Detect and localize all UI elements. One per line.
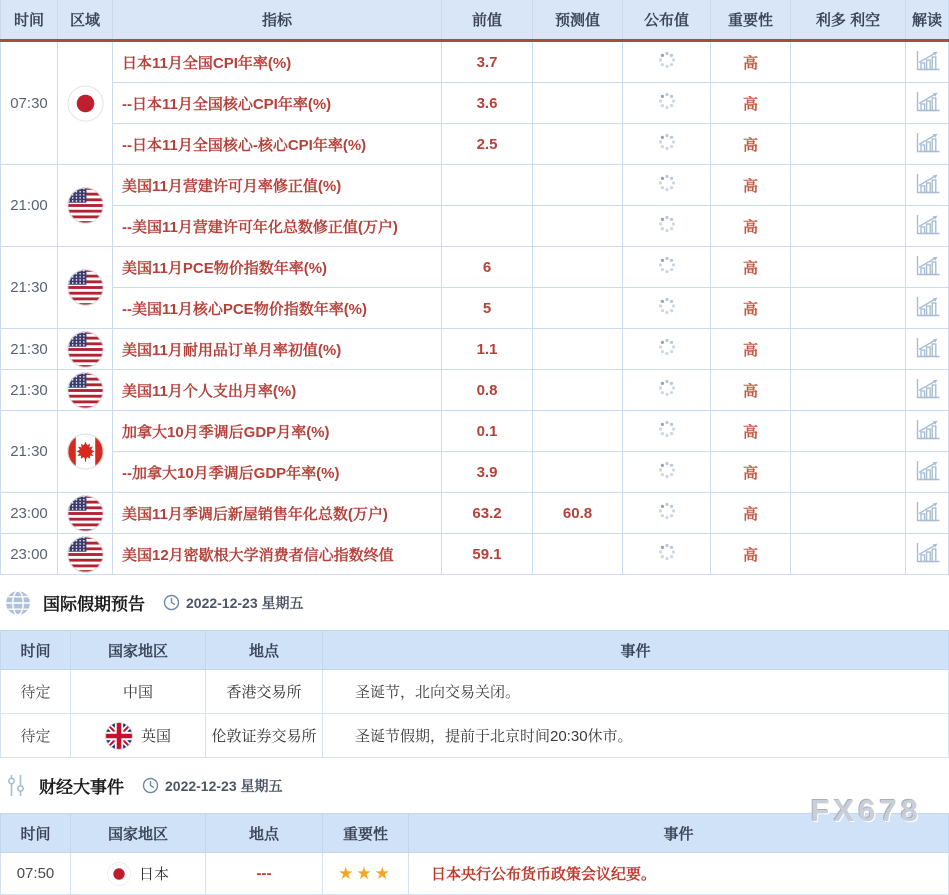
forecast-value <box>533 411 623 452</box>
calendar-row <box>1 206 949 247</box>
bias-cell <box>791 534 906 575</box>
event-cell: 圣诞节，北向交易关闭。 <box>323 670 949 714</box>
forecast-value <box>533 41 623 83</box>
importance-label: 高 <box>711 288 791 329</box>
loading-spinner-icon <box>657 344 677 361</box>
loading-spinner-icon <box>657 221 677 238</box>
importance-label: 高 <box>711 493 791 534</box>
usa-flag-icon <box>67 536 104 573</box>
previous-value: 59.1 <box>442 534 533 575</box>
fx678-watermark: FX678 <box>810 793 922 828</box>
region-cell <box>58 493 113 534</box>
chart-icon[interactable] <box>914 336 941 363</box>
canada-flag-icon <box>67 433 104 470</box>
time-cell: 待定 <box>1 670 71 714</box>
usa-flag-icon <box>67 495 104 532</box>
bias-cell <box>791 329 906 370</box>
forecast-value <box>533 247 623 288</box>
header-venue: 地点 <box>206 631 323 670</box>
country-cell <box>71 853 206 895</box>
previous-value <box>442 206 533 247</box>
loading-spinner-icon <box>657 549 677 566</box>
calendar-row <box>1 124 949 165</box>
interpret-cell <box>906 206 949 247</box>
holiday-table <box>0 630 949 758</box>
bias-cell <box>791 206 906 247</box>
bias-cell <box>791 370 906 411</box>
loading-spinner-icon <box>657 467 677 484</box>
interpret-cell <box>906 411 949 452</box>
loading-spinner-icon <box>657 508 677 525</box>
holiday-row <box>1 670 949 714</box>
published-value <box>623 83 711 124</box>
bias-cell <box>791 124 906 165</box>
forecast-value <box>533 288 623 329</box>
previous-value: 63.2 <box>442 493 533 534</box>
importance-label: 高 <box>711 452 791 493</box>
previous-value: 3.7 <box>442 41 533 83</box>
time-cell: 23:00 <box>1 493 58 534</box>
holiday-row <box>1 714 949 758</box>
venue-cell: 伦敦证券交易所 <box>206 714 323 758</box>
published-value <box>623 534 711 575</box>
header-bias: 利多 利空 <box>791 0 906 41</box>
forecast-value: 60.8 <box>533 493 623 534</box>
time-cell: 07:30 <box>1 41 58 165</box>
time-cell: 待定 <box>1 714 71 758</box>
importance-label: 高 <box>711 534 791 575</box>
indicator-label: --日本11月全国核心CPI年率(%) <box>113 83 442 124</box>
previous-value: 1.1 <box>442 329 533 370</box>
forecast-value <box>533 206 623 247</box>
header-time: 时间 <box>1 631 71 670</box>
loading-spinner-icon <box>657 303 677 320</box>
indicator-label: 美国11月个人支出月率(%) <box>113 370 442 411</box>
chart-icon[interactable] <box>914 49 941 76</box>
interpret-cell <box>906 329 949 370</box>
indicator-label: 美国11月营建许可月率修正值(%) <box>113 165 442 206</box>
importance-label: 高 <box>711 124 791 165</box>
japan-flag-icon <box>107 862 131 886</box>
published-value <box>623 288 711 329</box>
calendar-row <box>1 165 949 206</box>
bias-cell <box>791 247 906 288</box>
forecast-value <box>533 124 623 165</box>
published-value <box>623 41 711 83</box>
chart-icon[interactable] <box>914 295 941 322</box>
importance-label: 高 <box>711 41 791 83</box>
region-cell <box>58 247 113 329</box>
bias-cell <box>791 411 906 452</box>
calendar-row <box>1 83 949 124</box>
forecast-value <box>533 329 623 370</box>
interpret-cell <box>906 165 949 206</box>
header-importance: 重要性 <box>323 814 409 853</box>
loading-spinner-icon <box>657 426 677 443</box>
region-cell <box>58 329 113 370</box>
event-cell: 圣诞节假期，提前于北京时间20:30休市。 <box>323 714 949 758</box>
loading-spinner-icon <box>657 57 677 74</box>
clock-icon <box>142 777 159 794</box>
header-forecast: 预测值 <box>533 0 623 41</box>
holiday-section-title: 国际假期预告 <box>43 595 145 614</box>
holiday-header-row <box>1 631 949 670</box>
header-interpret: 解读 <box>906 0 949 41</box>
header-country: 国家地区 <box>71 631 206 670</box>
published-value <box>623 329 711 370</box>
time-cell: 23:00 <box>1 534 58 575</box>
header-previous: 前值 <box>442 0 533 41</box>
country-cell <box>71 670 206 714</box>
indicator-label: 美国11月季调后新屋销售年化总数(万户) <box>113 493 442 534</box>
chart-icon[interactable] <box>914 459 941 486</box>
tune-icon <box>5 773 27 798</box>
importance-label: 高 <box>711 83 791 124</box>
interpret-cell <box>906 452 949 493</box>
published-value <box>623 124 711 165</box>
loading-spinner-icon <box>657 139 677 156</box>
previous-value: 0.1 <box>442 411 533 452</box>
indicator-label: --美国11月营建许可年化总数修正值(万户) <box>113 206 442 247</box>
chart-icon[interactable] <box>914 541 941 568</box>
header-indicator: 指标 <box>113 0 442 41</box>
holiday-section-header <box>0 575 948 630</box>
previous-value: 2.5 <box>442 124 533 165</box>
events-header-row <box>1 814 949 853</box>
interpret-cell <box>906 247 949 288</box>
chart-icon[interactable] <box>914 500 941 527</box>
loading-spinner-icon <box>657 385 677 402</box>
calendar-row <box>1 534 949 575</box>
indicator-label: 美国11月耐用品订单月率初值(%) <box>113 329 442 370</box>
chart-icon[interactable] <box>914 254 941 281</box>
globe-icon <box>5 590 31 616</box>
previous-value: 3.9 <box>442 452 533 493</box>
calendar-row <box>1 493 949 534</box>
importance-label: 高 <box>711 370 791 411</box>
calendar-row <box>1 452 949 493</box>
indicator-label: 美国11月PCE物价指数年率(%) <box>113 247 442 288</box>
header-event: 事件 <box>409 814 949 853</box>
importance-label: 高 <box>711 206 791 247</box>
header-region: 区域 <box>58 0 113 41</box>
region-cell <box>58 534 113 575</box>
calendar-row <box>1 411 949 452</box>
chart-icon[interactable] <box>914 131 941 158</box>
country-cell <box>71 714 206 758</box>
header-time: 时间 <box>1 0 58 41</box>
interpret-cell <box>906 41 949 83</box>
indicator-label: 美国12月密歇根大学消费者信心指数终值 <box>113 534 442 575</box>
bias-cell <box>791 493 906 534</box>
indicator-label: --美国11月核心PCE物价指数年率(%) <box>113 288 442 329</box>
time-cell: 21:30 <box>1 411 58 493</box>
indicator-label: 加拿大10月季调后GDP月率(%) <box>113 411 442 452</box>
published-value <box>623 452 711 493</box>
events-table <box>0 813 949 895</box>
calendar-row <box>1 288 949 329</box>
time-cell: 21:30 <box>1 329 58 370</box>
interpret-cell <box>906 288 949 329</box>
venue-cell: --- <box>206 853 323 895</box>
time-cell: 21:30 <box>1 247 58 329</box>
header-importance: 重要性 <box>711 0 791 41</box>
header-event: 事件 <box>323 631 949 670</box>
calendar-row <box>1 329 949 370</box>
events-section-date: 2022-12-23 星期五 <box>165 777 283 794</box>
calendar-header-row <box>1 0 949 41</box>
published-value <box>623 165 711 206</box>
header-country: 国家地区 <box>71 814 206 853</box>
importance-label: 高 <box>711 165 791 206</box>
previous-value: 6 <box>442 247 533 288</box>
bias-cell <box>791 288 906 329</box>
loading-spinner-icon <box>657 180 677 197</box>
loading-spinner-icon <box>657 262 677 279</box>
events-section-header <box>0 758 948 813</box>
importance-label: 高 <box>711 411 791 452</box>
usa-flag-icon <box>67 372 104 409</box>
country-label: 日本 <box>138 866 169 883</box>
forecast-value <box>533 165 623 206</box>
forecast-value <box>533 370 623 411</box>
interpret-cell <box>906 493 949 534</box>
header-published: 公布值 <box>623 0 711 41</box>
indicator-label: --日本11月全国核心-核心CPI年率(%) <box>113 124 442 165</box>
indicator-label: 日本11月全国CPI年率(%) <box>113 41 442 83</box>
importance-label: 高 <box>711 247 791 288</box>
usa-flag-icon <box>67 187 104 224</box>
importance-label: 高 <box>711 329 791 370</box>
event-cell: 日本央行公布货币政策会议纪要。 <box>409 853 949 895</box>
published-value <box>623 370 711 411</box>
previous-value: 3.6 <box>442 83 533 124</box>
forecast-value <box>533 83 623 124</box>
importance-stars <box>323 853 409 895</box>
previous-value: 5 <box>442 288 533 329</box>
events-section-title: 财经大事件 <box>39 778 124 797</box>
bias-cell <box>791 41 906 83</box>
region-cell <box>58 411 113 493</box>
loading-spinner-icon <box>657 98 677 115</box>
chart-icon[interactable] <box>914 213 941 240</box>
time-cell: 21:30 <box>1 370 58 411</box>
indicator-label: --加拿大10月季调后GDP年率(%) <box>113 452 442 493</box>
event-row <box>1 853 949 895</box>
calendar-row <box>1 247 949 288</box>
forecast-value <box>533 452 623 493</box>
uk-flag-icon <box>105 722 133 750</box>
calendar-row <box>1 370 949 411</box>
chart-icon[interactable] <box>914 90 941 117</box>
japan-flag-icon <box>67 85 104 122</box>
clock-icon <box>163 594 180 611</box>
bias-cell <box>791 452 906 493</box>
bias-cell <box>791 83 906 124</box>
chart-icon[interactable] <box>914 377 941 404</box>
interpret-cell <box>906 534 949 575</box>
interpret-cell <box>906 124 949 165</box>
previous-value <box>442 165 533 206</box>
usa-flag-icon <box>67 269 104 306</box>
time-cell: 07:50 <box>1 853 71 895</box>
region-cell <box>58 41 113 165</box>
header-venue: 地点 <box>206 814 323 853</box>
bias-cell <box>791 165 906 206</box>
region-cell <box>58 165 113 247</box>
region-cell <box>58 370 113 411</box>
chart-icon[interactable] <box>914 418 941 445</box>
interpret-cell <box>906 370 949 411</box>
holiday-section-date: 2022-12-23 星期五 <box>186 594 304 611</box>
interpret-cell <box>906 83 949 124</box>
header-time: 时间 <box>1 814 71 853</box>
country-label: 英国 <box>140 728 171 745</box>
published-value <box>623 493 711 534</box>
usa-flag-icon <box>67 331 104 368</box>
published-value <box>623 411 711 452</box>
published-value <box>623 247 711 288</box>
previous-value: 0.8 <box>442 370 533 411</box>
country-label: 中国 <box>122 684 153 701</box>
time-cell: 21:00 <box>1 165 58 247</box>
venue-cell: 香港交易所 <box>206 670 323 714</box>
chart-icon[interactable] <box>914 172 941 199</box>
published-value <box>623 206 711 247</box>
calendar-row <box>1 41 949 83</box>
forecast-value <box>533 534 623 575</box>
star-icon: ★★★ <box>338 863 393 883</box>
